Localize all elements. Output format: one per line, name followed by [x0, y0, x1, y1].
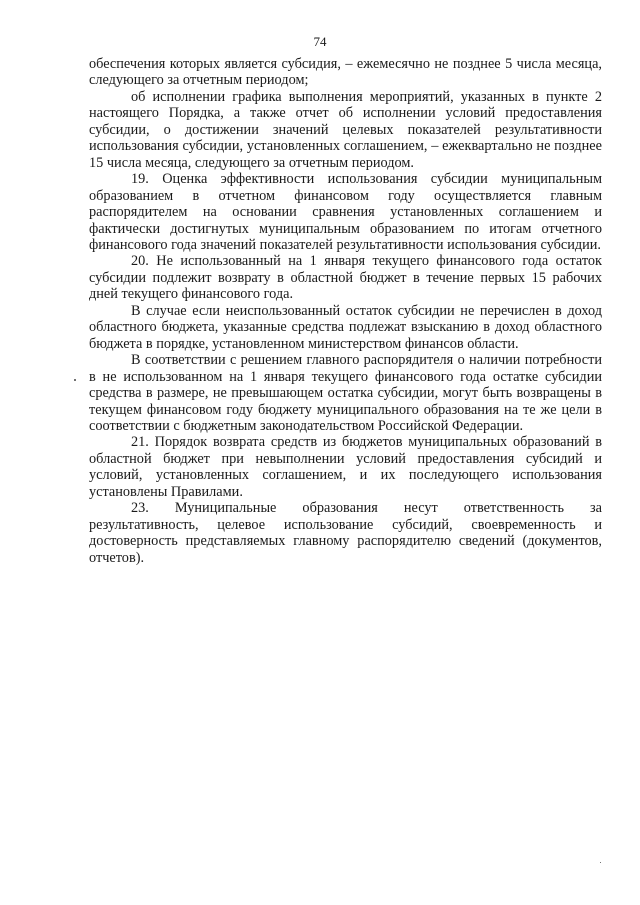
document-body	[89, 56, 602, 566]
paragraph-item-20: 20. Не использованный на 1 января текущего финансового года остаток субсидии подлежит возврату в областной бюджет в течение первых 15 рабочих дней текущего финансового года.	[89, 253, 602, 303]
page-number: 74	[313, 34, 327, 49]
scan-speck	[600, 862, 601, 863]
paragraph-item-19: 19. Оценка эффективности использования субсидии муниципальным образованием в отчетном финансовом году осуществляется главным распорядителем на основании сравнения установленных соглашением и фактически достигнутых муниципальным образованием по итогам отчетного финансового года значений показателей результативности использования субсидии.	[89, 171, 602, 253]
paragraph-return-decision: В соответствии с решением главного распорядителя о наличии потребности в не использованном на 1 января текущего финансового года остатке субсидии средства в размере, не превышающем остатка субсидии, могут быть возвращены в текущем финансовом году бюджету муниципального образования на те же цели в соответствии с бюджетным законодательством Российской Федерации.	[89, 352, 602, 434]
paragraph-item-23: 23. Муниципальные образования несут ответственность за результативность, целевое использование субсидий, своевременность и достоверность представляемых главному распорядителю сведений (документов, отчетов).	[89, 500, 602, 566]
paragraph-recovery: В случае если неиспользованный остаток субсидии не перечислен в доход областного бюджета, указанные средства подлежат взысканию в доход областного бюджета в порядке, установленном министерством финансов области.	[89, 302, 602, 352]
scan-speck	[74, 379, 76, 381]
paragraph-item-21: 21. Порядок возврата средств из бюджетов муниципальных образований в областной бюджет при невыполнении условий предоставления субсидий и условий, установленных соглашением, и их последующего использования установлены Правилами.	[89, 434, 602, 500]
paragraph-schedule-report: об исполнении графика выполнения мероприятий, указанных в пункте 2 настоящего Порядка, а также отчет об исполнении условий предоставления субсидии, о достижении значений целевых показателей результативности использования субсидии, установленных соглашением, – ежеквартально не позднее 15 числа месяца, следующего за отчетным периодом.	[89, 88, 602, 171]
paragraph-continuation: обеспечения которых является субсидия, – ежемесячно не позднее 5 числа месяца, следующего за отчетным периодом;	[89, 56, 602, 89]
